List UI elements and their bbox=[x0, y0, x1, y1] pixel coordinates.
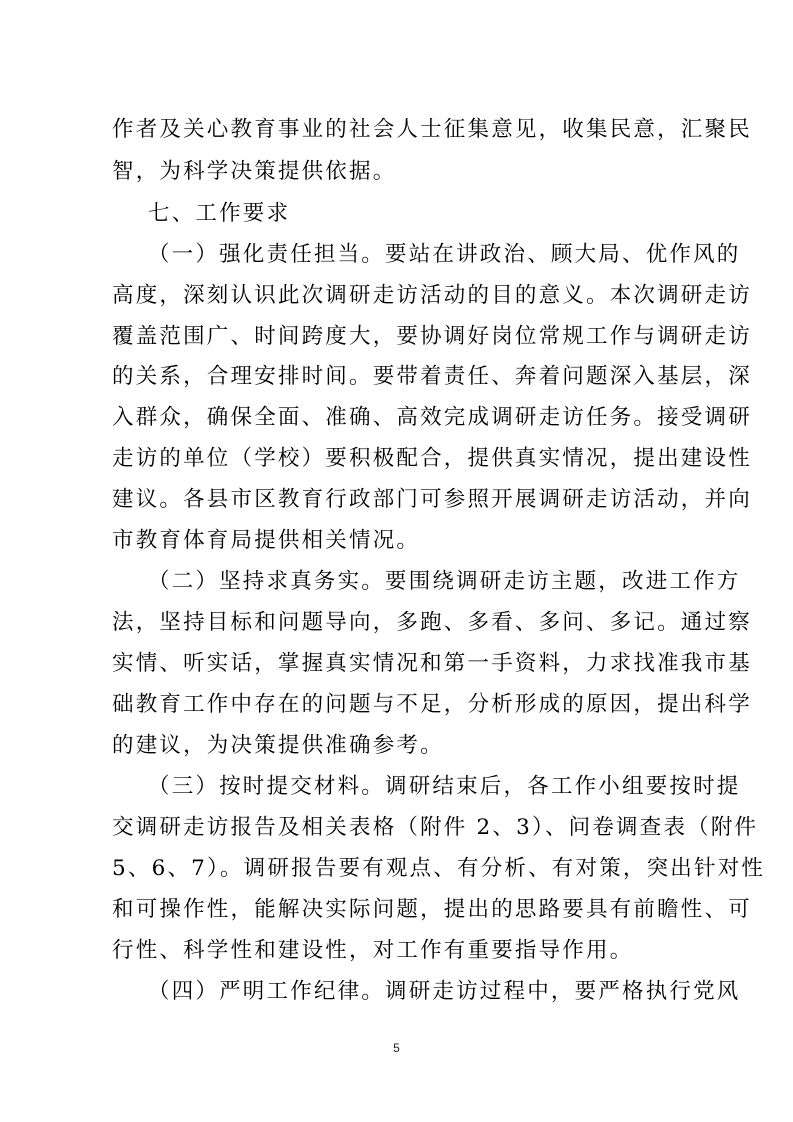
text-line: 法，坚持目标和问题导向，多跑、多看、多问、多记。通过察 bbox=[112, 610, 752, 635]
section-heading: 七、工作要求 bbox=[148, 201, 291, 226]
text-line: （一）强化责任担当。要站在讲政治、顾大局、优作风的 bbox=[148, 242, 741, 267]
text-line: （四）严明工作纪律。调研走访过程中，要严格执行党风 bbox=[148, 979, 741, 1004]
page-number: 5 bbox=[393, 1041, 400, 1055]
text-line: 实情、听实话，掌握真实情况和第一手资料，力求找准我市基 bbox=[112, 651, 752, 676]
text-line: 市教育体育局提供相关情况。 bbox=[112, 528, 421, 553]
text-line: 高度，深刻认识此次调研走访活动的目的意义。本次调研走访 bbox=[112, 283, 752, 308]
text-line: 5、6、7）。调研报告要有观点、有分析、有对策，突出针对性 bbox=[112, 856, 766, 881]
text-line: （二）坚持求真务实。要围绕调研走访主题，改进工作方 bbox=[148, 569, 741, 594]
text-line: 和可操作性，能解决实际问题，提出的思路要具有前瞻性、可 bbox=[112, 897, 752, 922]
text-line: 行性、科学性和建设性，对工作有重要指导作用。 bbox=[112, 938, 634, 963]
text-line: 础教育工作中存在的问题与不足，分析形成的原因，提出科学 bbox=[112, 692, 752, 717]
text-line: 的关系，合理安排时间。要带着责任、奔着问题深入基层，深 bbox=[112, 364, 752, 389]
text-line: 走访的单位（学校）要积极配合，提供真实情况，提出建设性 bbox=[112, 446, 752, 471]
text-line: 智，为科学决策提供依据。 bbox=[112, 159, 397, 184]
text-line: 作者及关心教育事业的社会人士征集意见，收集民意，汇聚民 bbox=[112, 117, 752, 142]
text-line: 的建议，为决策提供准确参考。 bbox=[112, 733, 444, 758]
text-line: 入群众，确保全面、准确、高效完成调研走访任务。接受调研 bbox=[112, 405, 752, 430]
text-line: （三）按时提交材料。调研结束后，各工作小组要按时提 bbox=[148, 774, 741, 799]
text-line: 建议。各县市区教育行政部门可参照开展调研走访活动，并向 bbox=[112, 487, 752, 512]
text-line: 覆盖范围广、时间跨度大，要协调好岗位常规工作与调研走访 bbox=[112, 324, 752, 349]
text-line: 交调研走访报告及相关表格（附件 2、3）、问卷调查表（附件 bbox=[112, 815, 759, 840]
